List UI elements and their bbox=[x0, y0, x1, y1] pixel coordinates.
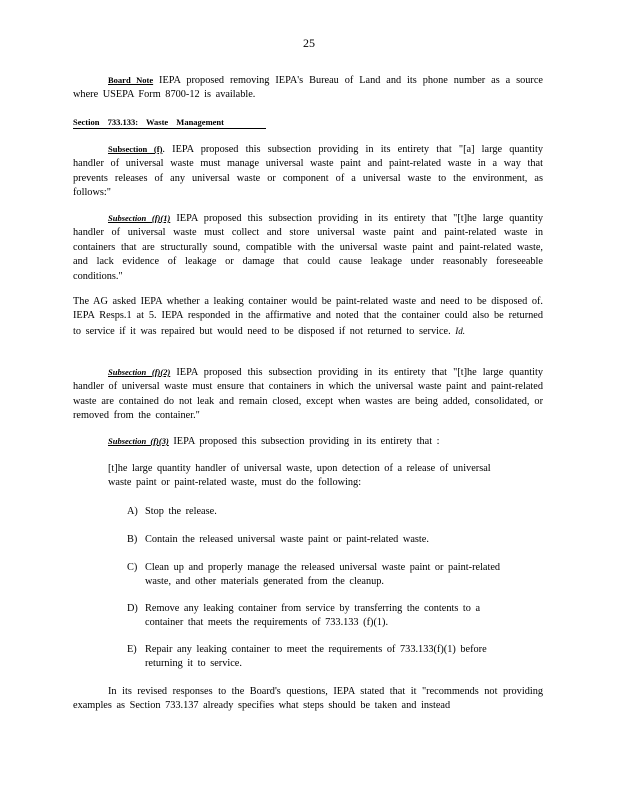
section-heading: Section 733.133: Waste Management bbox=[73, 117, 266, 129]
subsection-f3-quote: [t]he large quantity handler of universal waste, upon detection of a release of universal waste paint or paint-related waste, must do the following: bbox=[108, 463, 491, 489]
list-item-letter: C) bbox=[127, 562, 138, 573]
list-item-text: Remove any leaking container from service by transferring the contents to a container that meets the requirements of 733.133 (f)(1). bbox=[145, 603, 481, 629]
subsection-f2-label: Subsection (f)(2) bbox=[108, 367, 171, 377]
subsection-f-paragraph bbox=[73, 142, 543, 201]
list-item bbox=[127, 533, 507, 547]
subsection-f-text: . IEPA proposed this subsection providing in its entirety that "[a] large quantity handler of universal waste must manage universal waste paint and paint-related waste in a way that prevents releases of any universal waste or component of a universal waste to the environment, as follows:" bbox=[73, 144, 543, 199]
board-note-label: Board Note bbox=[108, 75, 154, 85]
revised-responses-text: In its revised responses to the Board's questions, IEPA stated that it "recommends not providing examples as Section 733.137 already specifies what steps should be taken and instead bbox=[73, 686, 543, 712]
citation-id: Id. bbox=[455, 325, 466, 336]
subsection-f-label: Subsection (f) bbox=[108, 144, 163, 154]
revised-responses-paragraph bbox=[73, 685, 543, 714]
list-item-letter: A) bbox=[127, 506, 138, 517]
board-note-paragraph bbox=[73, 73, 543, 103]
subsection-f3-paragraph bbox=[73, 434, 543, 449]
subsection-f1-paragraph bbox=[73, 211, 543, 284]
page-number: 25 bbox=[303, 36, 315, 50]
subsection-f2-text: IEPA proposed this subsection providing in its entirety that "[t]he large quantity handler of universal waste must ensure that containers in which the universal waste paint and paint-related waste are contained do not leak and remain closed, except when wastes are being added, consolidated, or removed from the container." bbox=[73, 367, 543, 422]
subsection-f1-text: IEPA proposed this subsection providing in its entirety that "[t]he large quantity handler of universal waste must collect and store universal waste paint and paint-related waste in containers that are structurally sound, compatible with the universal waste paint and paint-related waste, and lack evidence of leakage or damage that could cause leakage under reasonably foreseeable conditions." bbox=[73, 213, 543, 282]
list-item-letter: B) bbox=[127, 534, 138, 545]
ag-question-paragraph bbox=[73, 295, 543, 339]
list-item-text: Repair any leaking container to meet the requirements of 733.133(f)(1) before returning it to service. bbox=[145, 644, 487, 670]
list-item bbox=[127, 561, 507, 590]
ag-question-text: The AG asked IEPA whether a leaking container would be paint-related waste and need to be disposed of. IEPA Resps.1 at 5. IEPA responded in the affirmative and noted that the container could also be returned to service if it was repaired but would need to be disposed if not returned to service. bbox=[73, 296, 543, 337]
list-item bbox=[127, 505, 507, 519]
subsection-f3-label: Subsection (f)(3) bbox=[108, 436, 169, 446]
board-note-text: IEPA proposed removing IEPA's Bureau of Land and its phone number as a source where USEPA Form 8700-12 is available. bbox=[73, 75, 543, 101]
list-item-text: Stop the release. bbox=[145, 506, 217, 517]
list-item bbox=[127, 643, 507, 672]
subsection-f2-paragraph bbox=[73, 365, 543, 424]
list-item-letter: D) bbox=[127, 603, 138, 614]
list-item-text: Contain the released universal waste paint or paint-related waste. bbox=[145, 534, 429, 545]
list-item bbox=[127, 602, 507, 631]
subsection-f1-label: Subsection (f)(1) bbox=[108, 213, 171, 223]
list-item-text: Clean up and properly manage the released universal waste paint or paint-related waste, and other materials generated from the cleanup. bbox=[145, 562, 501, 588]
list-item-letter: E) bbox=[127, 644, 137, 655]
subsection-f3-text: IEPA proposed this subsection providing in its entirety that : bbox=[173, 436, 440, 447]
